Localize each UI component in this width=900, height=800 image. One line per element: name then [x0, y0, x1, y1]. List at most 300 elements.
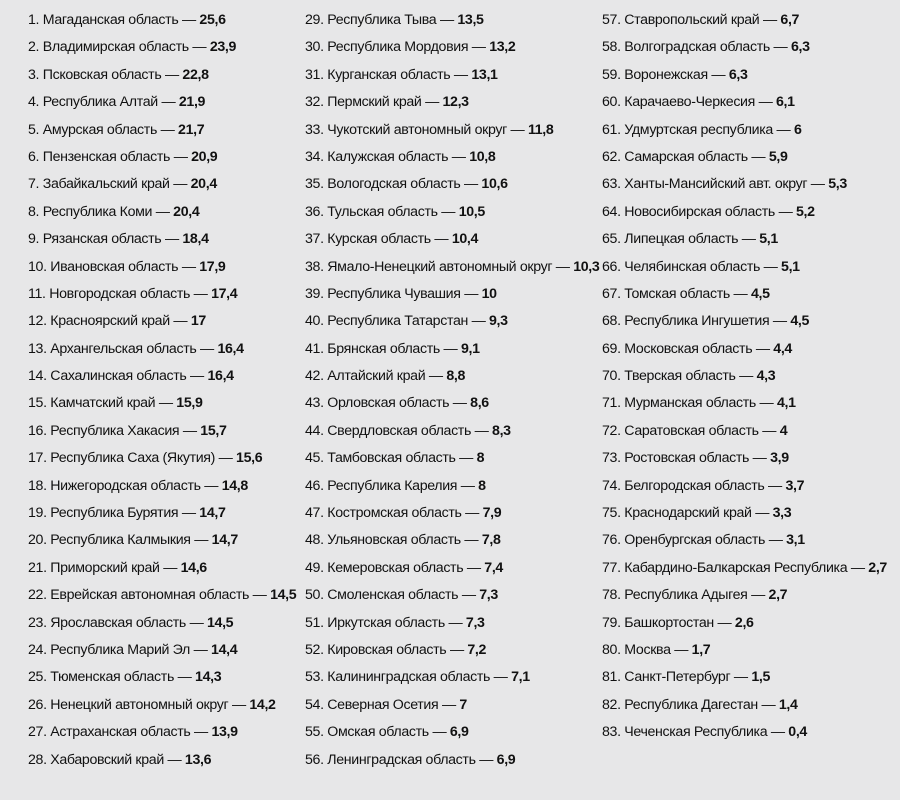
list-item	[28, 336, 296, 363]
region-value: 8,3	[492, 422, 511, 439]
list-item	[602, 445, 887, 472]
list-column-3	[602, 7, 887, 747]
separator-dash: —	[173, 313, 188, 330]
list-item	[305, 199, 599, 226]
separator-dash: —	[155, 203, 170, 220]
separator-dash: —	[466, 559, 481, 576]
region-value: 14,7	[211, 532, 238, 549]
list-item	[305, 254, 599, 281]
separator-dash: —	[432, 724, 447, 741]
separator-dash: —	[751, 587, 765, 604]
separator-dash: —	[770, 724, 785, 741]
rank-number: 24.	[28, 641, 47, 658]
list-item	[305, 34, 599, 61]
region-name: Тюменская область	[50, 669, 174, 686]
region-value: 21,7	[178, 121, 205, 138]
region-name: Ямало-Ненецкий автономный округ	[327, 258, 553, 275]
separator-dash: —	[164, 231, 179, 248]
separator-dash: —	[425, 94, 439, 111]
region-value: 10,4	[451, 231, 479, 248]
rank-number: 63.	[602, 176, 621, 193]
list-item	[602, 664, 887, 691]
rank-number: 42.	[305, 368, 324, 385]
separator-dash: —	[755, 505, 770, 522]
rank-number: 31.	[305, 66, 324, 83]
region-value: 7,3	[479, 587, 498, 604]
region-name: Республика Карелия	[327, 477, 458, 494]
region-value: 14,7	[199, 505, 226, 522]
region-name: Курская область	[327, 231, 431, 248]
region-value: 14,3	[195, 669, 222, 686]
rank-number: 29.	[305, 12, 324, 28]
region-name: Хабаровский край	[50, 751, 164, 768]
separator-dash: —	[158, 395, 173, 412]
region-name: Пензенская область	[42, 148, 171, 165]
region-name: Калининградская область	[327, 669, 491, 686]
rank-number: 38.	[305, 258, 324, 275]
region-value: 1,4	[778, 696, 798, 713]
separator-dash: —	[464, 532, 479, 549]
region-name: Тамбовская область	[327, 450, 456, 467]
separator-dash: —	[810, 176, 825, 193]
list-item	[305, 89, 599, 116]
rank-number: 59.	[602, 66, 621, 83]
region-name: Орловская область	[327, 395, 450, 412]
separator-dash: —	[755, 340, 770, 357]
region-name: Тверская область	[624, 368, 736, 385]
rank-number: 76.	[602, 532, 621, 549]
region-name: Пермский край	[327, 94, 426, 111]
region-name: Ханты-Мансийский авт. округ	[624, 176, 808, 193]
list-item	[602, 144, 887, 171]
region-name: Республика Алтай	[42, 94, 158, 111]
rank-number: 16.	[28, 422, 47, 439]
region-name: Саратовская область	[624, 422, 759, 439]
list-item	[28, 199, 296, 226]
list-item	[28, 390, 296, 417]
region-value: 9,3	[489, 313, 508, 330]
list-item	[28, 473, 296, 500]
list-item	[28, 500, 296, 527]
separator-dash: —	[161, 94, 176, 111]
region-value: 20,4	[190, 176, 217, 193]
region-name: Москва	[624, 641, 671, 658]
separator-dash: —	[163, 559, 178, 576]
rank-number: 68.	[602, 313, 621, 330]
region-name: Кировская область	[327, 641, 447, 658]
list-item	[28, 281, 296, 308]
separator-dash: —	[776, 121, 791, 138]
list-item	[305, 610, 599, 637]
separator-dash: —	[762, 422, 777, 439]
region-name: Республика Коми	[42, 203, 153, 220]
region-name: Северная Осетия	[327, 696, 439, 713]
rank-number: 46.	[305, 477, 324, 494]
list-item	[305, 62, 599, 89]
rank-number: 22.	[28, 587, 47, 604]
region-value: 14,5	[270, 587, 297, 604]
list-item	[602, 719, 887, 746]
list-item	[602, 500, 887, 527]
separator-dash: —	[439, 12, 454, 28]
separator-dash: —	[555, 258, 570, 275]
rank-number: 28.	[28, 751, 47, 768]
separator-dash: —	[173, 148, 188, 165]
region-name: Курганская область	[327, 66, 451, 83]
list-item	[602, 89, 887, 116]
rank-number: 80.	[602, 641, 621, 658]
list-item	[305, 719, 599, 746]
separator-dash: —	[189, 614, 204, 631]
region-value: 7,8	[481, 532, 501, 549]
region-value: 14,8	[221, 477, 248, 494]
region-value: 10,6	[481, 176, 508, 193]
list-item	[602, 226, 887, 253]
region-value: 5,9	[768, 148, 788, 165]
region-name: Томская область	[624, 285, 730, 302]
rank-number: 35.	[305, 176, 324, 193]
region-value: 6,9	[496, 751, 516, 768]
region-value: 15,9	[176, 395, 203, 412]
region-value: 4,1	[776, 395, 796, 412]
region-value: 17,4	[211, 285, 238, 302]
separator-dash: —	[181, 258, 196, 275]
rank-number: 20.	[28, 532, 47, 549]
region-value: 22,8	[182, 66, 209, 83]
separator-dash: —	[192, 39, 207, 56]
region-value: 14,4	[211, 641, 238, 658]
separator-dash: —	[218, 450, 233, 467]
separator-dash: —	[459, 450, 473, 467]
region-value: 7,4	[484, 559, 503, 576]
list-item	[602, 363, 887, 390]
rank-number: 14.	[28, 368, 47, 385]
rank-number: 4.	[28, 94, 40, 111]
region-name: Республика Мордовия	[327, 39, 469, 56]
separator-dash: —	[762, 12, 777, 28]
separator-dash: —	[177, 669, 192, 686]
list-item	[602, 582, 887, 609]
region-name: Ленинградская область	[327, 751, 476, 768]
separator-dash: —	[461, 587, 476, 604]
region-value: 6	[793, 121, 802, 138]
separator-dash: —	[733, 669, 748, 686]
region-name: Краснодарский край	[624, 505, 752, 522]
region-name: Московская область	[624, 340, 753, 357]
list-item	[602, 555, 887, 582]
region-name: Ярославская область	[50, 614, 186, 631]
region-value: 6,1	[776, 94, 795, 111]
list-item	[602, 281, 887, 308]
region-value: 2,7	[868, 559, 887, 576]
rank-number: 64.	[602, 203, 621, 220]
separator-dash: —	[493, 669, 508, 686]
rank-number: 15.	[28, 395, 47, 412]
region-name: Волгоградская область	[624, 39, 770, 56]
separator-dash: —	[443, 340, 458, 357]
rank-number: 5.	[28, 121, 40, 138]
rank-number: 81.	[602, 669, 621, 686]
region-value: 5,3	[828, 176, 847, 193]
region-name: Ульяновская область	[327, 532, 461, 549]
region-value: 17	[190, 313, 206, 330]
separator-dash: —	[434, 231, 449, 248]
list-item	[305, 117, 599, 144]
region-name: Омская область	[327, 724, 429, 741]
region-value: 10,5	[458, 203, 485, 220]
separator-dash: —	[181, 505, 196, 522]
region-name: Оренбургская область	[624, 532, 766, 549]
rank-number: 73.	[602, 450, 621, 467]
region-value: 5,1	[781, 258, 800, 275]
list-item	[28, 527, 296, 554]
region-name: Республика Хакасия	[50, 422, 180, 439]
separator-dash: —	[231, 696, 246, 713]
list-item	[305, 226, 599, 253]
region-value: 1,5	[751, 669, 771, 686]
region-name: Амурская область	[42, 121, 157, 138]
region-name: Брянская область	[327, 340, 440, 357]
list-item	[602, 473, 887, 500]
separator-dash: —	[763, 258, 778, 275]
region-name: Алтайский край	[327, 368, 426, 385]
region-name: Башкортостан	[624, 614, 714, 631]
region-name: Свердловская область	[327, 422, 472, 439]
region-name: Ивановская область	[50, 258, 179, 275]
rank-number: 23.	[28, 614, 47, 631]
region-value: 5,1	[759, 231, 778, 248]
region-name: Еврейская автономная область	[50, 587, 250, 604]
region-value: 20,9	[191, 148, 218, 165]
list-item	[28, 226, 296, 253]
rank-number: 2.	[28, 39, 40, 56]
region-value: 10,3	[573, 258, 600, 275]
region-value: 8,6	[470, 395, 489, 412]
rank-number: 52.	[305, 641, 324, 658]
list-item	[602, 418, 887, 445]
region-value: 21,9	[178, 94, 206, 111]
rank-number: 55.	[305, 724, 324, 741]
list-item	[28, 363, 296, 390]
list-item	[28, 555, 296, 582]
region-value: 8	[478, 477, 486, 494]
rank-number: 60.	[602, 94, 621, 111]
list-item	[28, 418, 296, 445]
separator-dash: —	[768, 477, 782, 494]
list-item	[28, 7, 296, 34]
separator-dash: —	[428, 368, 443, 385]
region-name: Смоленская область	[327, 587, 459, 604]
rank-number: 82.	[602, 696, 621, 713]
separator-dash: —	[449, 641, 464, 658]
region-name: Астраханская область	[50, 724, 191, 741]
rank-number: 40.	[305, 313, 324, 330]
region-value: 4,5	[750, 285, 770, 302]
region-value: 5,2	[796, 203, 815, 220]
region-value: 4,3	[756, 368, 776, 385]
region-value: 1,7	[691, 641, 711, 658]
separator-dash: —	[441, 203, 456, 220]
region-name: Иркутская область	[327, 614, 445, 631]
region-value: 20,4	[173, 203, 200, 220]
region-name: Костромская область	[327, 505, 462, 522]
region-value: 6,3	[790, 39, 810, 56]
rank-number: 48.	[305, 532, 324, 549]
separator-dash: —	[471, 39, 486, 56]
region-name: Владимирская область	[42, 39, 189, 56]
region-value: 23,9	[209, 39, 237, 56]
rank-number: 56.	[305, 751, 324, 768]
region-name: Челябинская область	[624, 258, 761, 275]
region-value: 13,2	[489, 39, 516, 56]
list-item	[305, 336, 599, 363]
region-name: Новосибирская область	[624, 203, 775, 220]
separator-dash: —	[193, 285, 208, 302]
rank-number: 13.	[28, 340, 47, 357]
separator-dash: —	[768, 532, 783, 549]
list-item	[305, 637, 599, 664]
region-name: Республика Калмыкия	[50, 532, 191, 549]
region-value: 10	[481, 285, 497, 302]
separator-dash: —	[200, 340, 214, 357]
rank-number: 79.	[602, 614, 621, 631]
region-name: Тульская область	[327, 203, 438, 220]
rank-number: 26.	[28, 696, 47, 713]
region-value: 15,6	[236, 450, 263, 467]
list-column-2	[305, 7, 599, 774]
rank-number: 44.	[305, 422, 324, 439]
region-value: 13,6	[184, 751, 212, 768]
separator-dash: —	[465, 505, 480, 522]
region-name: Мурманская область	[624, 395, 756, 412]
region-value: 3,1	[786, 532, 805, 549]
rank-number: 69.	[602, 340, 621, 357]
region-value: 12,3	[442, 94, 469, 111]
region-name: Нижегородская область	[50, 477, 201, 494]
separator-dash: —	[759, 395, 774, 412]
list-item	[28, 117, 296, 144]
region-value: 2,6	[734, 614, 754, 631]
rank-number: 53.	[305, 669, 324, 686]
separator-dash: —	[758, 94, 773, 111]
rank-number: 70.	[602, 368, 621, 385]
rank-number: 36.	[305, 203, 324, 220]
region-name: Белгородская область	[624, 477, 765, 494]
list-item	[305, 390, 599, 417]
rank-number: 9.	[28, 231, 40, 248]
rank-number: 66.	[602, 258, 621, 275]
list-item	[305, 664, 599, 691]
region-name: Липецкая область	[624, 231, 739, 248]
rank-number: 30.	[305, 39, 324, 56]
list-item	[305, 7, 599, 34]
region-name: Архангельская область	[50, 340, 197, 357]
list-item	[28, 308, 296, 335]
region-value: 14,5	[207, 614, 234, 631]
region-name: Кемеровская область	[327, 559, 464, 576]
separator-dash: —	[453, 66, 468, 83]
region-value: 6,9	[449, 724, 469, 741]
rank-number: 33.	[305, 121, 324, 138]
separator-dash: —	[194, 532, 209, 549]
separator-dash: —	[773, 39, 788, 56]
list-item	[305, 692, 599, 719]
rank-number: 3.	[28, 66, 40, 83]
list-item	[305, 144, 599, 171]
separator-dash: —	[474, 422, 489, 439]
region-value: 7	[459, 696, 467, 713]
rank-number: 57.	[602, 12, 621, 28]
separator-dash: —	[471, 313, 486, 330]
rank-number: 43.	[305, 395, 324, 412]
region-name: Санкт-Петербург	[624, 669, 731, 686]
region-value: 13,1	[471, 66, 498, 83]
region-name: Забайкальский край	[42, 176, 170, 193]
rank-number: 72.	[602, 422, 621, 439]
region-value: 7,3	[465, 614, 485, 631]
rank-number: 8.	[28, 203, 40, 220]
separator-dash: —	[460, 477, 475, 494]
rank-number: 12.	[28, 313, 47, 330]
separator-dash: —	[190, 368, 204, 385]
rank-number: 47.	[305, 505, 324, 522]
list-item	[305, 363, 599, 390]
region-name: Ростовская область	[624, 450, 750, 467]
rank-number: 71.	[602, 395, 621, 412]
separator-dash: —	[451, 148, 466, 165]
region-name: Камчатский край	[50, 395, 156, 412]
list-item	[602, 390, 887, 417]
region-value: 13,5	[457, 12, 484, 28]
region-name: Кабардино-Балкарская Республика	[624, 559, 848, 576]
list-item	[28, 664, 296, 691]
region-name: Магаданская область	[42, 12, 179, 28]
region-value: 8	[476, 450, 485, 467]
region-name: Республика Дагестан	[624, 696, 758, 713]
rank-number: 49.	[305, 559, 324, 576]
list-item	[602, 527, 887, 554]
separator-dash: —	[181, 12, 196, 28]
list-item	[602, 254, 887, 281]
list-item	[305, 308, 599, 335]
separator-dash: —	[850, 559, 865, 576]
separator-dash: —	[510, 121, 525, 138]
region-name: Псковская область	[42, 66, 162, 83]
list-item	[28, 637, 296, 664]
list-item	[602, 117, 887, 144]
list-item	[28, 144, 296, 171]
rank-number: 65.	[602, 231, 621, 248]
list-item	[305, 445, 599, 472]
separator-dash: —	[441, 696, 456, 713]
separator-dash: —	[463, 176, 478, 193]
rank-number: 18.	[28, 477, 47, 494]
list-column-1	[28, 7, 296, 774]
list-item	[305, 171, 599, 198]
list-item	[305, 582, 599, 609]
rank-number: 1.	[28, 12, 40, 28]
list-item	[602, 199, 887, 226]
list-item	[602, 308, 887, 335]
separator-dash: —	[167, 751, 182, 768]
region-name: Республика Бурятия	[50, 505, 179, 522]
separator-dash: —	[739, 368, 753, 385]
rank-number: 83.	[602, 724, 621, 741]
separator-dash: —	[193, 641, 208, 658]
region-name: Республика Адыгея	[624, 587, 748, 604]
region-value: 4,4	[773, 340, 792, 357]
region-value: 7,2	[467, 641, 487, 658]
